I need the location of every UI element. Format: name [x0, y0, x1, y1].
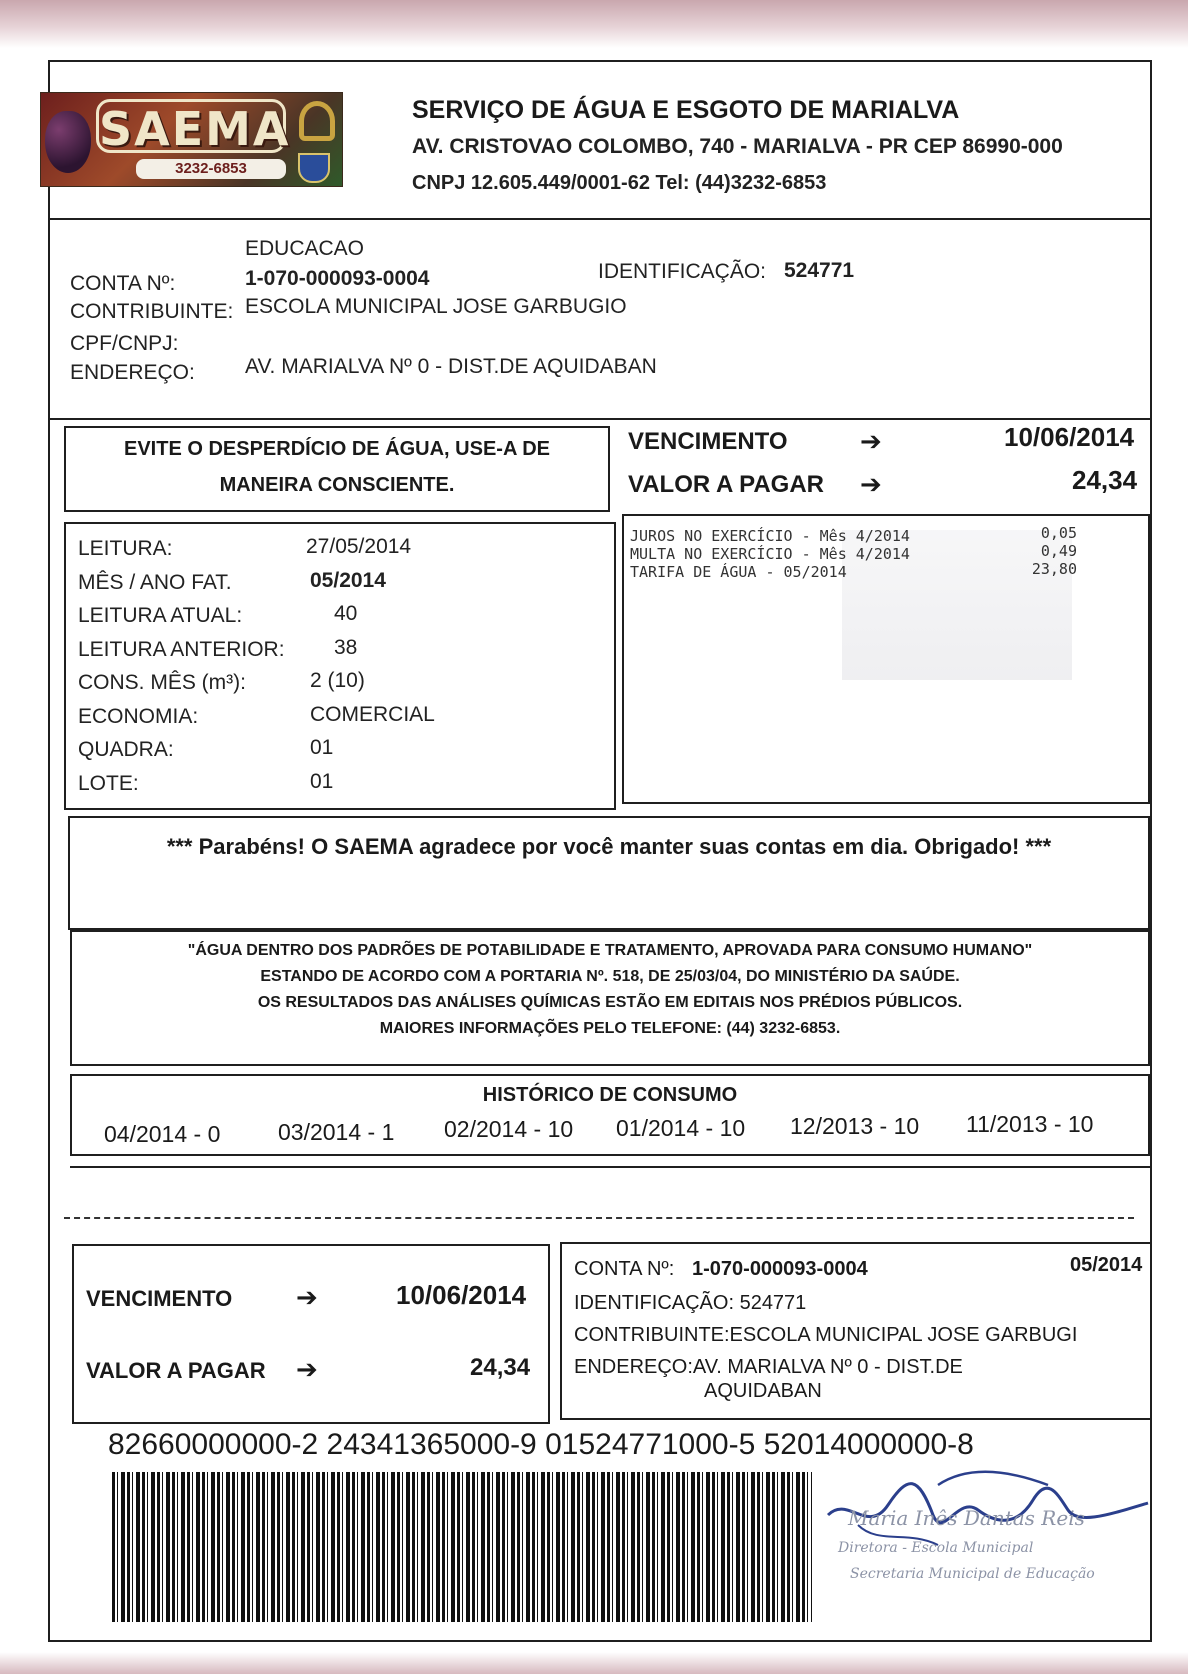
- readings-box: [64, 522, 616, 810]
- vencimento-value: 10/06/2014: [1004, 422, 1135, 452]
- reading-value: 2 (10): [310, 669, 365, 692]
- history-item: 02/2014 - 10: [444, 1116, 574, 1142]
- grapes-icon: [45, 111, 91, 173]
- company-name: SERVIÇO DE ÁGUA E ESGOTO DE MARIALVA: [412, 96, 960, 124]
- scan-border-top: [0, 0, 1188, 48]
- history-divider: [70, 1166, 1150, 1168]
- cpf-cnpj-label: CPF/CNPJ:: [70, 332, 179, 355]
- cut-line: [64, 1217, 1134, 1219]
- charge-description: MULTA NO EXERCÍCIO - Mês 4/2014: [630, 545, 910, 563]
- stub-endereco-line-2: AQUIDABAN: [704, 1380, 822, 1402]
- conta-value: 1-070-000093-0004: [245, 267, 430, 290]
- stub-endereco-line-1: ENDEREÇO:AV. MARIALVA Nº 0 - DIST.DE: [574, 1356, 963, 1378]
- charge-description: JUROS NO EXERCÍCIO - Mês 4/2014: [630, 527, 910, 545]
- potability-line-2: ESTANDO DE ACORDO COM A PORTARIA Nº. 518, DE 25/03/04, DO MINISTÉRIO DA SAÚDE.: [260, 968, 960, 985]
- reading-value: 01: [310, 736, 334, 759]
- history-item: 03/2014 - 1: [278, 1119, 395, 1145]
- thanks-box: [68, 816, 1150, 930]
- charge-description: TARIFA DE ÁGUA - 05/2014: [630, 563, 847, 581]
- identificacao-value: 524771: [784, 259, 855, 282]
- stub-account-box: [560, 1242, 1152, 1420]
- stub-conta-value: 1-070-000093-0004: [692, 1258, 868, 1280]
- endereco-value: AV. MARIALVA Nº 0 - DIST.DE AQUIDABAN: [245, 355, 657, 378]
- barcode-digits: 82660000000-2 24341365000-9 01524771000-5 52014000000-8: [108, 1428, 974, 1461]
- barcode: [112, 1472, 812, 1622]
- valor-a-pagar-value: 24,34: [1072, 465, 1138, 495]
- reading-value: COMERCIAL: [310, 702, 435, 726]
- reading-label: ECONOMIA:: [78, 704, 199, 728]
- reading-label: LEITURA ANTERIOR:: [78, 637, 285, 661]
- logo-phone: 3232-6853: [136, 159, 286, 179]
- conta-label: CONTA Nº:: [70, 272, 176, 295]
- notice-line-2: MANEIRA CONSCIENTE.: [219, 474, 455, 496]
- stub-identificacao: IDENTIFICAÇÃO: 524771: [574, 1292, 807, 1314]
- identificacao-label: IDENTIFICAÇÃO:: [598, 260, 767, 283]
- company-cnpj-tel: CNPJ 12.605.449/0001-62 Tel: (44)3232-6853: [412, 172, 827, 194]
- charge-value: 23,80: [1031, 560, 1077, 578]
- reading-label: LOTE:: [78, 771, 139, 795]
- stamp-line-2: Diretora - Escola Municipal: [838, 1540, 1034, 1556]
- valor-a-pagar-label: VALOR A PAGAR: [628, 471, 824, 498]
- stub-valor-arrow-icon: ➔: [296, 1354, 318, 1384]
- notice-line-1: EVITE O DESPERDÍCIO DE ÁGUA, USE-A DE: [124, 438, 550, 460]
- stub-period: 05/2014: [1070, 1254, 1143, 1276]
- contribuinte-label: CONTRIBUINTE:: [70, 300, 234, 323]
- reading-label: LEITURA:: [78, 537, 173, 560]
- signature-graphic: [818, 1455, 1158, 1605]
- potability-line-3: OS RESULTADOS DAS ANÁLISES QUÍMICAS ESTÃO EM EDITAIS NOS PRÉDIOS PÚBLICOS.: [257, 994, 963, 1011]
- company-address: AV. CRISTOVAO COLOMBO, 740 - MARIALVA - PR CEP 86990-000: [412, 135, 1063, 158]
- crest-icon: [298, 153, 330, 183]
- vencimento-arrow-icon: ➔: [860, 426, 882, 456]
- scan-border-bottom: [0, 1652, 1188, 1674]
- potability-box: [70, 930, 1150, 1066]
- history-item: 11/2013 - 10: [966, 1111, 1094, 1137]
- history-title: HISTÓRICO DE CONSUMO: [482, 1084, 738, 1106]
- reading-label: MÊS / ANO FAT.: [78, 570, 232, 594]
- account-divider: [48, 418, 1152, 420]
- stub-vencimento-value: 10/06/2014: [396, 1280, 527, 1310]
- reading-label: LEITURA ATUAL:: [78, 604, 243, 627]
- thanks-message: *** Parabéns! O SAEMA agradece por você manter suas contas em dia. Obrigado! ***: [166, 834, 1052, 859]
- stamp-line-3: Secretaria Municipal de Educação: [850, 1566, 1095, 1582]
- charge-value: 0,49: [1040, 542, 1077, 560]
- account-category: EDUCACAO: [245, 237, 365, 260]
- reading-value: 05/2014: [310, 568, 386, 592]
- history-item: 04/2014 - 0: [104, 1121, 221, 1147]
- history-item: 01/2014 - 10: [616, 1115, 746, 1141]
- conservation-notice: [64, 426, 610, 512]
- charge-value: 0,05: [1040, 524, 1077, 542]
- potability-line-4: MAIORES INFORMAÇÕES PELO TELEFONE: (44) 3232-6853.: [379, 1020, 841, 1037]
- stamp-name: Maria Inês Dantas Reis: [848, 1506, 1085, 1530]
- faucet-icon: [299, 101, 335, 141]
- endereco-label: ENDEREÇO:: [70, 361, 195, 384]
- stub-conta-label: CONTA Nº:: [574, 1258, 675, 1280]
- reading-label: QUADRA:: [78, 738, 174, 761]
- reading-label: CONS. MÊS (m³):: [78, 671, 246, 694]
- reading-value: 38: [334, 635, 358, 659]
- valor-arrow-icon: ➔: [860, 469, 882, 499]
- stub-vencimento-arrow-icon: ➔: [296, 1282, 318, 1312]
- vencimento-label: VENCIMENTO: [628, 428, 788, 455]
- logo-text: SAEMA: [96, 99, 286, 153]
- stub-contribuinte: CONTRIBUINTE:ESCOLA MUNICIPAL JOSE GARBUGI: [574, 1324, 1078, 1346]
- stub-payment-box: [72, 1244, 550, 1424]
- potability-line-1: "ÁGUA DENTRO DOS PADRÕES DE POTABILIDADE E TRATAMENTO, APROVADA PARA CONSUMO HUMANO": [187, 942, 1033, 959]
- history-item: 12/2013 - 10: [790, 1113, 920, 1139]
- stub-valor-label: VALOR A PAGAR: [86, 1358, 266, 1383]
- reading-value: 40: [334, 602, 358, 625]
- stub-vencimento-label: VENCIMENTO: [86, 1286, 233, 1311]
- reading-value: 27/05/2014: [306, 535, 412, 558]
- reading-value: 01: [310, 769, 334, 793]
- saema-logo: [40, 92, 343, 187]
- contribuinte-value: ESCOLA MUNICIPAL JOSE GARBUGIO: [245, 295, 627, 318]
- stub-valor-value: 24,34: [470, 1354, 531, 1381]
